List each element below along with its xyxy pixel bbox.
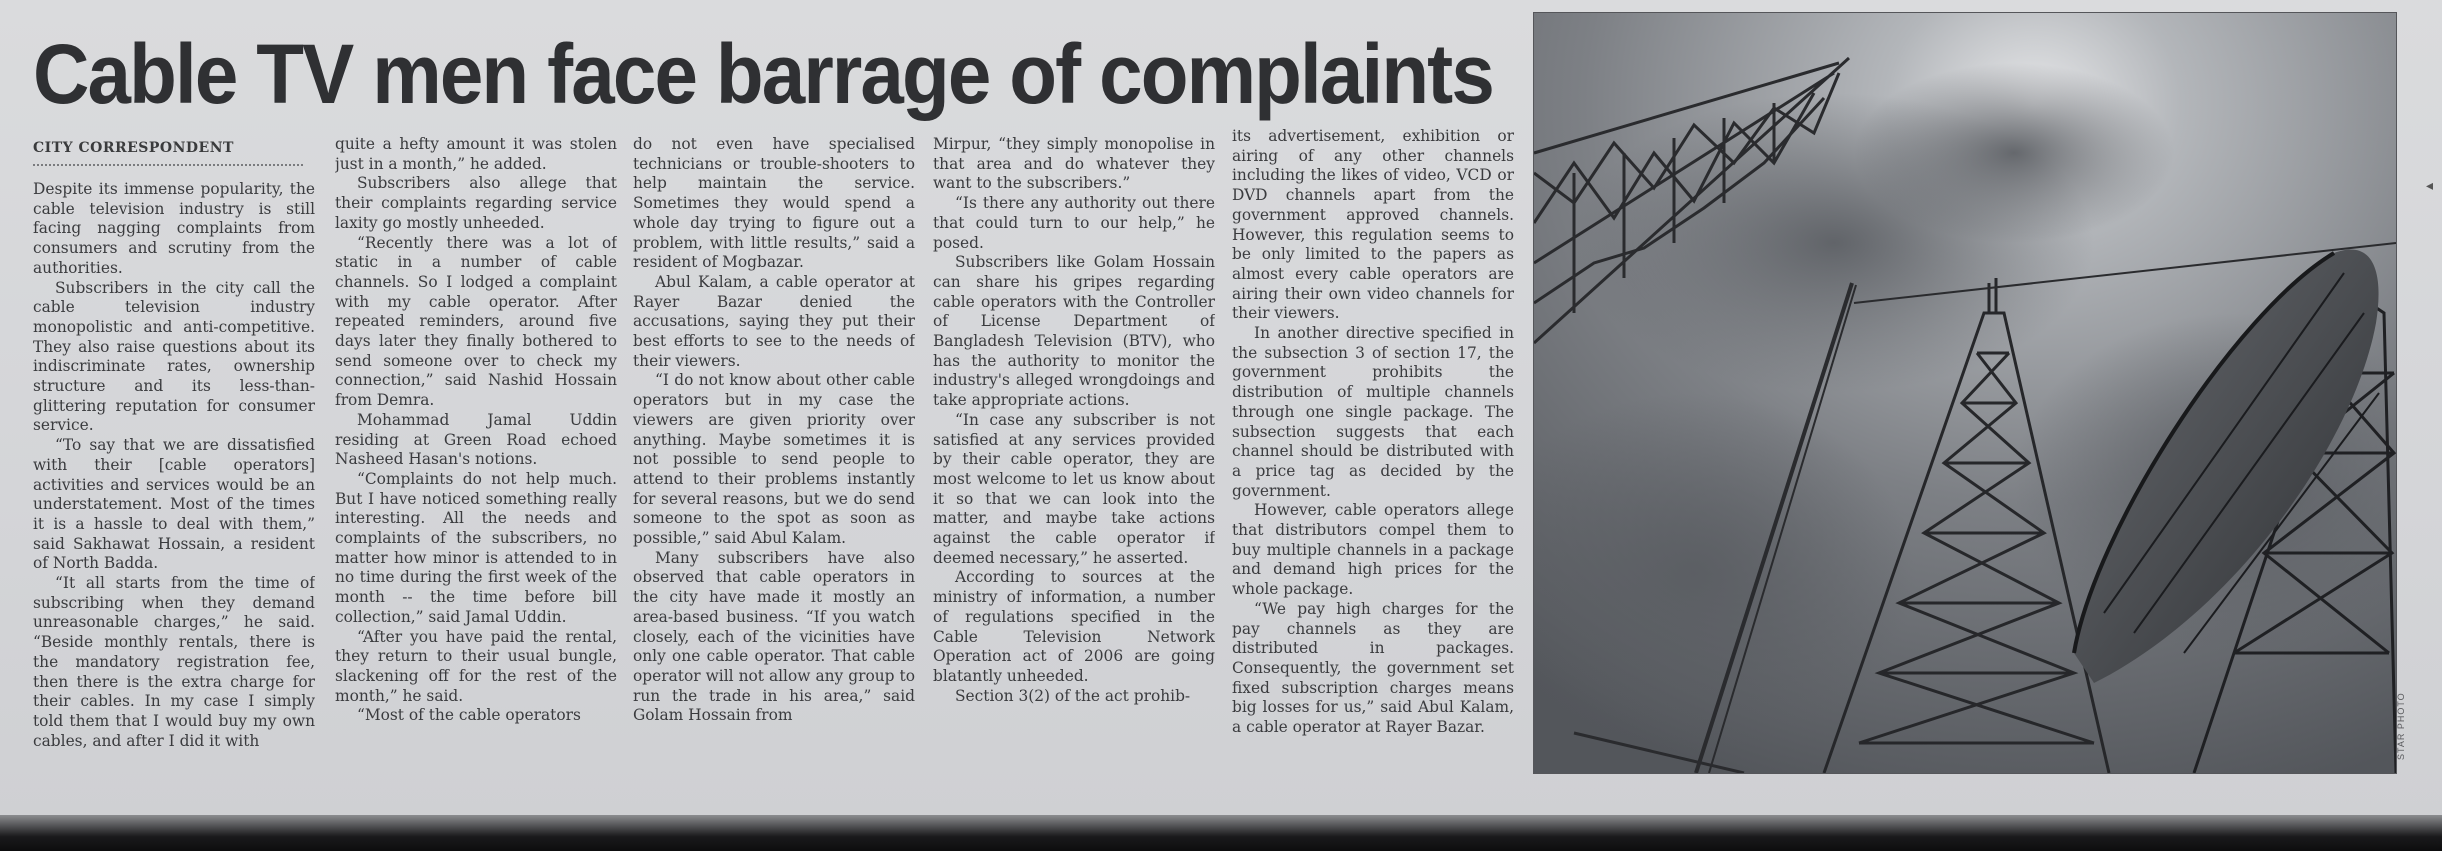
article-paragraph: “In case any subscriber is not satisfied at any services provided by their cable operator, they are most welcome to let us know about it so that we can look into the matter, and maybe take actions against the cable operator if deemed necessary,” he asserted. xyxy=(933,410,1215,567)
transmission-towers-photo xyxy=(1533,12,2397,774)
article-paragraph: “Complaints do not help much. But I have noticed something really interesting. All the needs and complaints of the subscribers, no matter how minor is attended to in no time during the first week of the month -- the time before bill collection,” said Jamal Uddin. xyxy=(335,469,617,626)
article-paragraph: Abul Kalam, a cable operator at Rayer Bazar denied the accusations, saying they put their best efforts to see to the needs of their viewers. xyxy=(633,272,915,370)
photo-credit: STAR PHOTO xyxy=(2396,692,2406,760)
article-paragraph: “We pay high charges for the pay channels as they are distributed in packages. Consequently, the government set fixed subscription charges means big losses for us,” said Abul Kalam, a cable operator at Rayer Bazar. xyxy=(1232,599,1514,737)
article-paragraph: “To say that we are dissatisfied with their [cable operators] activities and services would be an understatement. Most of the times it is a hassle to deal with them,” said Sakhawat Hossain, a resident of North Badda. xyxy=(33,436,315,573)
article-column-4 xyxy=(933,135,1215,803)
article-paragraph: “Recently there was a lot of static in a number of cable channels. So I lodged a complaint with my cable operator. After repeated reminders, around five days later they finally bothered to send someone over to check my connection,” said Nashid Hossain from Demra. xyxy=(335,233,617,410)
byline: CITY CORRESPONDENT xyxy=(33,140,303,166)
article-paragraph: According to sources at the ministry of information, a number of regulations specified in the Cable Television Network Operation act of 2006 are going blatantly unheeded. xyxy=(933,568,1215,685)
article-paragraph: Mohammad Jamal Uddin residing at Green Road echoed Nasheed Hasan's notions. xyxy=(335,410,617,469)
article-paragraph: “After you have paid the rental, they return to their usual bungle, slackening off for the rest of the month,” he said. xyxy=(335,627,617,705)
article-paragraph: “It all starts from the time of subscribing when they demand unreasonable charges,” he said. “Beside monthly rentals, there is the mandatory registration fee, then there is the extra charge for their cables. In my case I simply told them that I would buy my own cables, and after I did it with xyxy=(33,574,315,750)
article-paragraph: its advertisement, exhibition or airing of any other channels including the likes of video, VCD or DVD channels apart from the government approved channels. However, this regulation seems to be only limited to the papers as almost every cable operators are airing their own video channels for their viewers. xyxy=(1232,127,1514,323)
article-column-3 xyxy=(633,135,915,803)
article-paragraph: Subscribers also allege that their complaints regarding service laxity go mostly unheeded. xyxy=(335,174,617,232)
article-paragraph: However, cable operators allege that distributors compel them to buy multiple channels in a package and demand high prices for the whole package. xyxy=(1232,501,1514,599)
article-paragraph: Subscribers like Golam Hossain can share his gripes regarding cable operators with the Controller of License Department of Bangladesh Television (BTV), who has the authority to monitor the industry's alleged wrongdoings and take appropriate actions. xyxy=(933,253,1215,410)
article-column-1 xyxy=(33,180,315,802)
article-paragraph: Subscribers in the city call the cable television industry monopolistic and anti-competitive. They also raise questions about its indiscriminate rates, ownership structure and its less-than-glittering reputation for consumer service. xyxy=(33,278,315,435)
article-paragraph: quite a hefty amount it was stolen just in a month,” he added. xyxy=(335,135,617,173)
article-paragraph: In another directive specified in the subsection 3 of section 17, the government prohibits the distribution of multiple channels through one single package. The subsection suggests that each channel should be distributed with a price tag as decided by the government. xyxy=(1232,324,1514,500)
article-column-2 xyxy=(335,135,617,803)
article-paragraph: Many subscribers have also observed that cable operators in the city have made it mostly an area-based business. “If you watch closely, each of the vicinities have only one cable operator. That cable operator will not allow any group to run the trade in his area,” said Golam Hossain from xyxy=(633,548,915,725)
page-bottom-shadow xyxy=(0,815,2442,851)
headline: Cable TV men face barrage of complaints xyxy=(33,27,1493,121)
article-paragraph: Section 3(2) of the act prohib- xyxy=(955,686,1191,705)
article-paragraph: do not even have specialised technicians or trouble-shooters to help maintain the service. Sometimes they would spend a whole day trying to figure out a problem, with little results,” said a resident of Mogbazar. xyxy=(633,135,915,272)
article-paragraph: “Most of the cable operators xyxy=(357,706,581,725)
page-edge-arrow-icon: ◂ xyxy=(2426,178,2434,194)
article-paragraph: Despite its immense popularity, the cable television industry is still facing nagging complaints from consumers and scrutiny from the authorities. xyxy=(33,180,315,277)
article-paragraph: Mirpur, “they simply monopolise in that area and do whatever they want to the subscribers.” xyxy=(933,135,1215,193)
article-paragraph: “Is there any authority out there that could turn to our help,” he posed. xyxy=(933,194,1215,252)
article-column-5 xyxy=(1232,127,1514,803)
article-paragraph: “I do not know about other cable operators but in my case the viewers are given priority over anything. Maybe sometimes it is not possible to send people to attend to their problems instantly for several reasons, but we do send someone to the spot as soon as possible,” said Abul Kalam. xyxy=(633,371,915,548)
